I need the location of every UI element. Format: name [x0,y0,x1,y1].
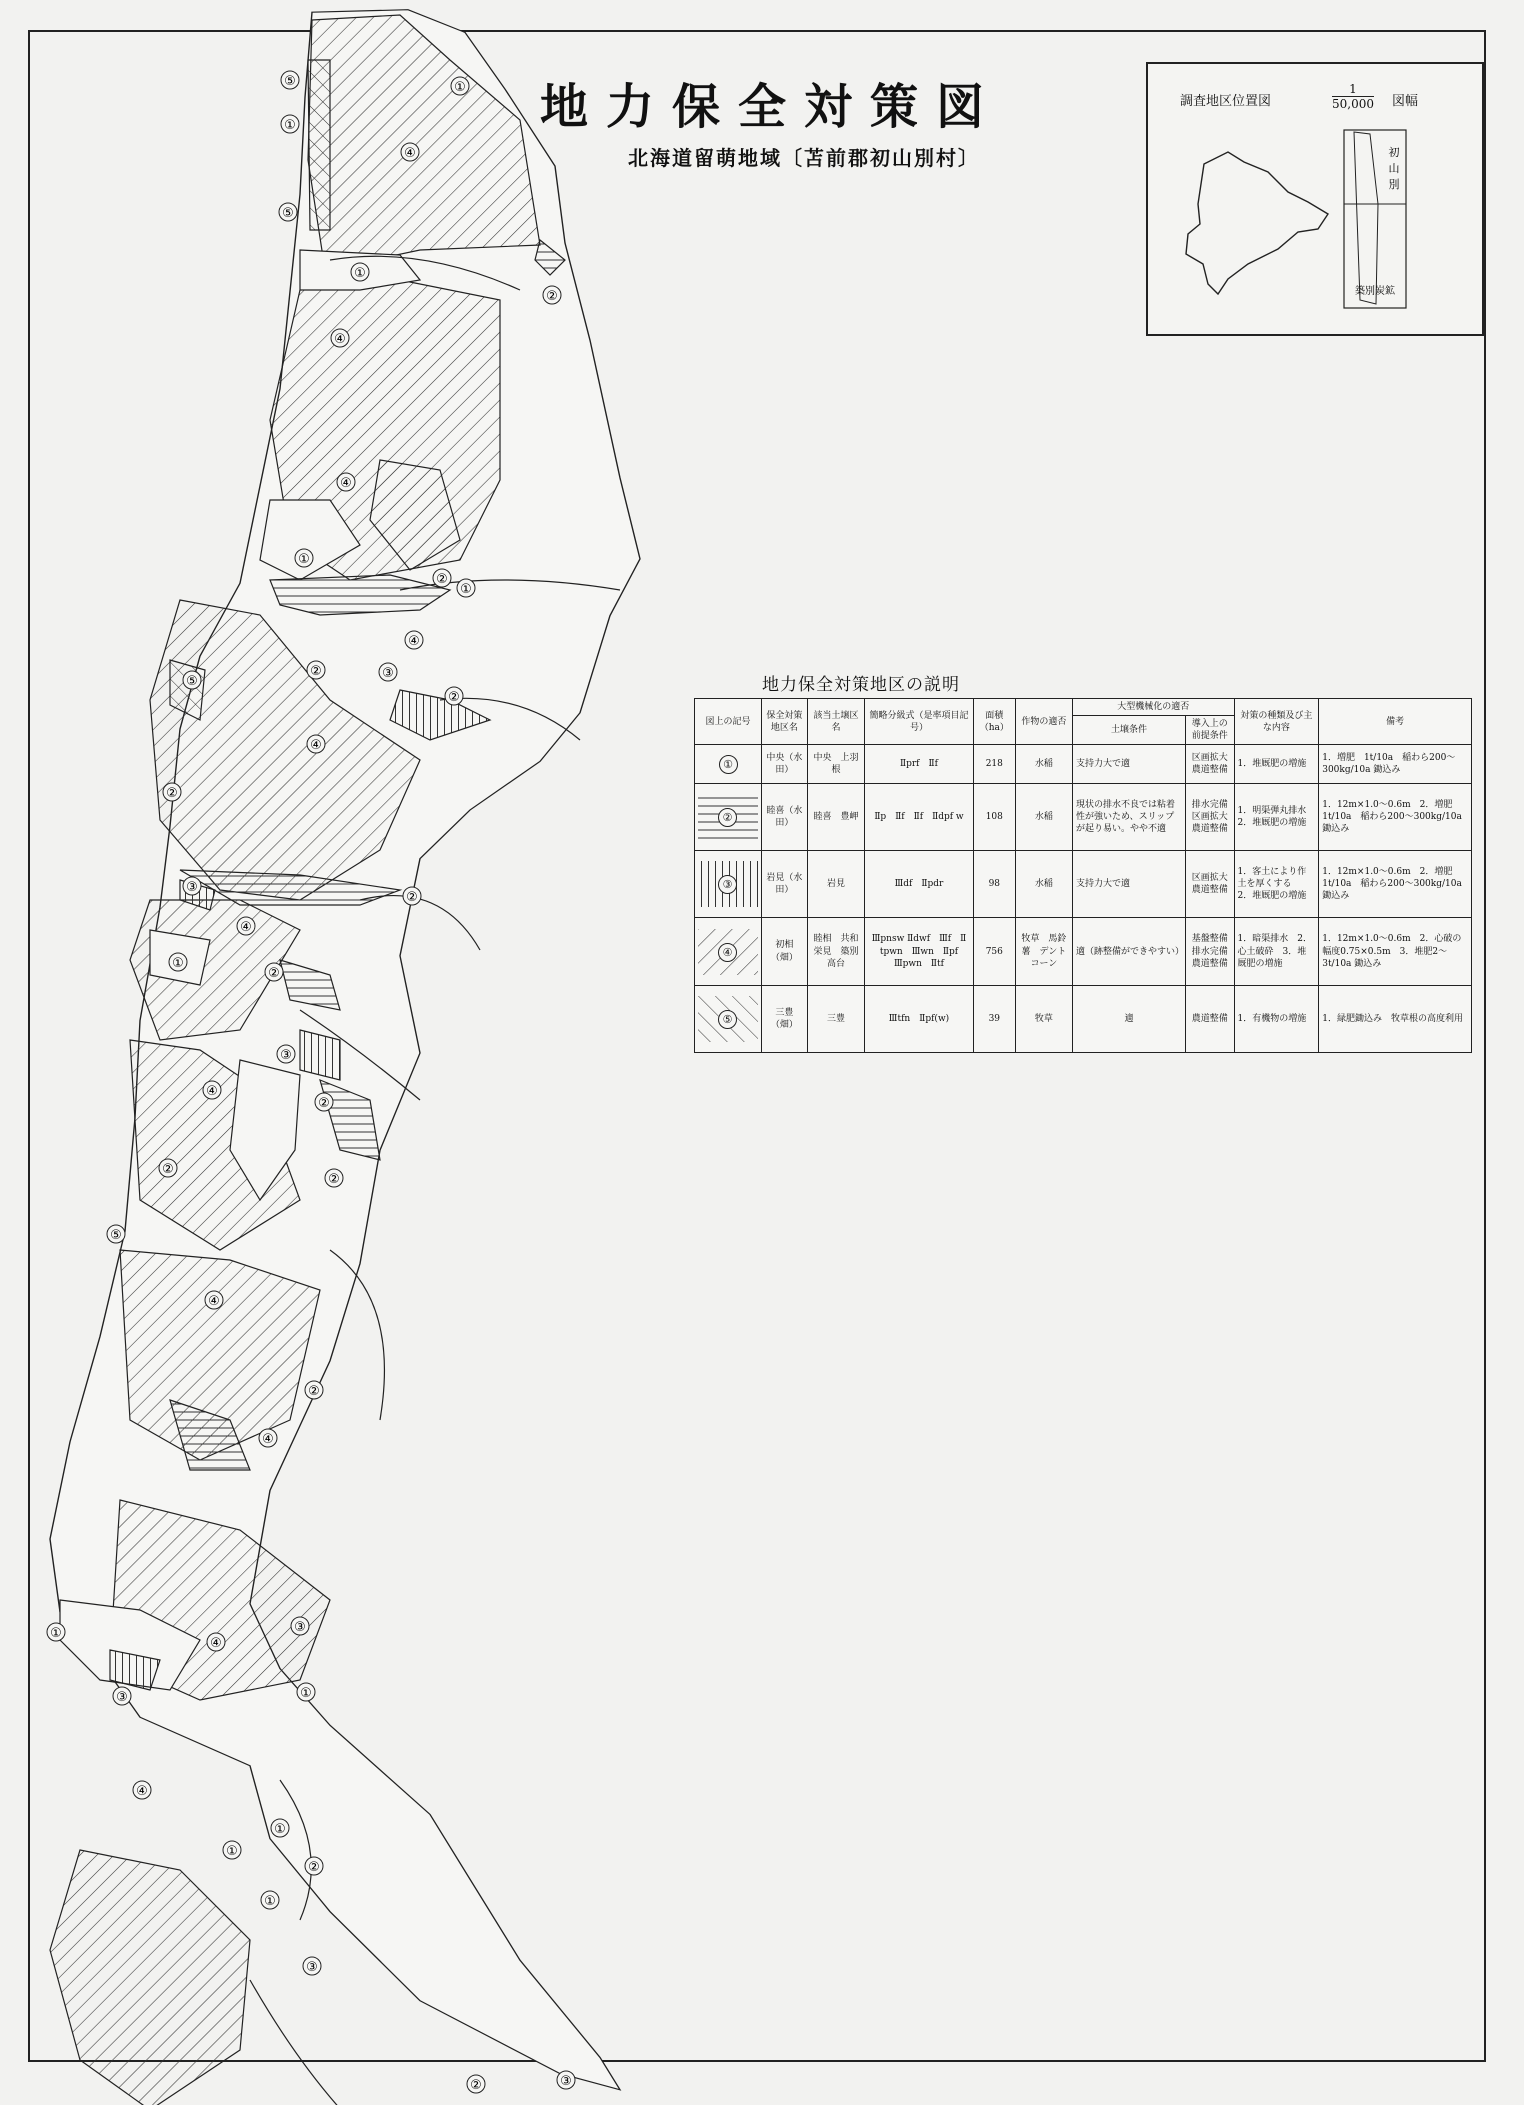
symbol-2: ② [718,808,737,827]
map-label-z1 [261,1891,279,1909]
map-label-z1 [457,579,475,597]
svg-text:④: ④ [334,332,346,347]
map-label-z2 [159,1159,177,1177]
swatch-zone-4 [698,929,758,975]
col-district: 保全対策地区名 [762,699,808,745]
map-label-z1 [223,1841,241,1859]
map-label-z2 [467,2075,485,2093]
map-label-z3 [183,877,201,895]
svg-text:②: ② [308,1384,320,1399]
col-symbol: 図上の記号 [695,699,762,745]
svg-text:④: ④ [208,1294,220,1309]
map-label-z2 [305,1857,323,1875]
map-label-z1 [351,263,369,281]
svg-text:③: ③ [306,1960,318,1975]
map-label-z2 [307,661,325,679]
svg-text:②: ② [162,1162,174,1177]
col-area: 面積（ha） [973,699,1015,745]
map-label-z3 [277,1045,295,1063]
symbol-3: ③ [718,875,737,894]
table-row: ⑤ 三豊（畑） 三豊 Ⅲtfn Ⅱpf(w) 39 牧草 適 農道整備 1．有機物の増施 1．緑肥鋤込み 牧草根の高度利用 [695,985,1472,1052]
svg-text:④: ④ [408,634,420,649]
map-title: 地力保全対策図 [540,79,1003,135]
svg-text:②: ② [318,1096,330,1111]
map-label-z4 [405,631,423,649]
svg-text:②: ② [328,1172,340,1187]
table-row: ② 睦喜（水田） 睦喜 豊岬 Ⅱp Ⅱf Ⅱf Ⅱdpf w 108 水稲 現状の排水不良では粘着性が強いため、スリップが起り易い。やや不適 排水完備区画拡大農道整備 1．明渠弾丸排水 2．堆厩肥の増施 1．12m×1.0～0.6m 2．増肥 1t/10a 稲わら200～300kg/10a 鋤込み [695,784,1472,851]
legend-table [694,698,1472,1053]
svg-text:④: ④ [210,1636,222,1651]
svg-text:③: ③ [382,666,394,681]
col-measures: 対策の種類及び主な内容 [1234,699,1319,745]
svg-text:①: ① [300,1686,312,1701]
map-label-z3 [113,1687,131,1705]
swatch-zone-3 [698,861,758,907]
map-label-z2 [305,1381,323,1399]
hokkaido-outline [1148,64,1482,334]
map-label-z1 [295,549,313,567]
svg-text:①: ① [274,1822,286,1837]
svg-text:④: ④ [206,1084,218,1099]
map-label-z3 [291,1617,309,1635]
map-label-z4 [237,917,255,935]
map-label-z4 [259,1429,277,1447]
svg-text:②: ② [166,786,178,801]
svg-text:①: ① [454,80,466,95]
swatch-zone-5 [698,996,758,1042]
map-label-z2 [315,1093,333,1111]
svg-text:④: ④ [340,476,352,491]
col-crop: 作物の適否 [1015,699,1072,745]
scale-denominator: 50,000 [1332,97,1374,111]
svg-text:⑤: ⑤ [186,674,198,689]
col-soil-cond: 土壌条件 [1072,716,1185,745]
svg-text:④: ④ [404,146,416,161]
table-row: ④ 初相（畑） 睦相 共和 栄見 築別高台 Ⅲpnsw Ⅱdwf Ⅲf Ⅱ tpwn Ⅲwn Ⅱpf Ⅲpwn Ⅱtf 756 牧草 馬鈴薯 デントコーン 適（跡整備ができやすい） 基盤整備排水完備農道整備 1．暗渠排水 2．心土破砕 3．堆厩肥の増施 1．12m×1.0～0.6m 2．心破の幅度0.75×0.5m 3．堆肥2～3t/10a 鋤込み [695,918,1472,985]
scale-numerator: 1 [1332,82,1374,97]
map-label-z4 [337,473,355,491]
map-label-z1 [47,1623,65,1641]
inset-area-name: 初山別 [1388,146,1400,191]
symbol-1: ① [719,755,738,774]
svg-text:②: ② [268,966,280,981]
svg-text:②: ② [546,289,558,304]
inset-zuhaba: 図幅 [1392,94,1419,109]
svg-text:④: ④ [262,1432,274,1447]
map-label-z4 [307,735,325,753]
map-label-z2 [163,783,181,801]
table-row: ① 中央（水田） 中央 上羽根 Ⅱprf Ⅱf 218 水稲 支持力大で適 区画拡大農道整備 1．堆厩肥の増施 1．増肥 1t/10a 稲わら200～300kg/10a 鋤込み [695,745,1472,784]
svg-text:③: ③ [116,1690,128,1705]
svg-text:①: ① [50,1626,62,1641]
map-label-z5 [107,1225,125,1243]
map-label-z1 [271,1819,289,1837]
map-label-z3 [379,663,397,681]
legend-title: 地力保全対策地区の説明 [762,675,960,695]
svg-text:⑤: ⑤ [284,74,296,89]
svg-text:①: ① [460,582,472,597]
svg-text:④: ④ [136,1784,148,1799]
col-intro-cond: 導入上の前提条件 [1186,716,1234,745]
map-label-z5 [281,71,299,89]
symbol-4: ④ [718,943,737,962]
col-remarks: 備考 [1319,699,1472,745]
location-inset [1146,62,1484,336]
svg-text:①: ① [172,956,184,971]
map-label-z2 [265,963,283,981]
svg-text:②: ② [448,690,460,705]
symbol-5: ⑤ [718,1010,737,1029]
svg-text:④: ④ [240,920,252,935]
svg-text:②: ② [310,664,322,679]
svg-text:③: ③ [294,1620,306,1635]
svg-text:①: ① [284,118,296,133]
col-soil-area: 該当土壌区名 [807,699,864,745]
svg-text:①: ① [264,1894,276,1909]
map-label-z4 [207,1633,225,1651]
map-label-z2 [403,887,421,905]
map-label-z4 [401,143,419,161]
inset-label: 調査地区位置図 [1180,94,1272,109]
map-label-z2 [543,286,561,304]
svg-text:⑤: ⑤ [110,1228,122,1243]
col-classification: 簡略分級式（是率項目記号） [865,699,974,745]
svg-text:②: ② [436,572,448,587]
map-label-z3 [557,2071,575,2089]
table-row: ③ 岩見（水田） 岩見 Ⅲdf Ⅱpdr 98 水稲 支持力大で適 区画拡大農道整備 1．客土により作土を厚くする 2．堆厩肥の増施 1．12m×1.0～0.6m 2．増肥 1t/10a 稲わら200～300kg/10a 鋤込み [695,851,1472,918]
col-mech-group: 大型機械化の適否 [1072,699,1234,716]
svg-text:④: ④ [310,738,322,753]
svg-text:③: ③ [186,880,198,895]
svg-text:②: ② [406,890,418,905]
map-label-z3 [303,1957,321,1975]
svg-text:③: ③ [560,2074,572,2089]
map-label-z4 [203,1081,221,1099]
svg-text:②: ② [470,2078,482,2093]
svg-text:③: ③ [280,1048,292,1063]
svg-text:①: ① [298,552,310,567]
map-label-z1 [297,1683,315,1701]
svg-text:①: ① [226,1844,238,1859]
map-label-z1 [451,77,469,95]
map-label-z1 [281,115,299,133]
map-label-z1 [169,953,187,971]
svg-text:①: ① [354,266,366,281]
map-subtitle: 北海道留萌地域〔苫前郡初山別村〕 [628,146,980,170]
map-label-z2 [445,687,463,705]
map-label-z2 [433,569,451,587]
map-label-z2 [325,1169,343,1187]
map-label-z4 [331,329,349,347]
swatch-zone-2 [698,794,758,840]
map-label-z4 [205,1291,223,1309]
map-label-z5 [183,671,201,689]
inset-sheet-name: 築別炭鉱 [1355,286,1395,297]
svg-text:⑤: ⑤ [282,206,294,221]
map-label-z5 [279,203,297,221]
svg-text:②: ② [308,1860,320,1875]
map-label-z4 [133,1781,151,1799]
